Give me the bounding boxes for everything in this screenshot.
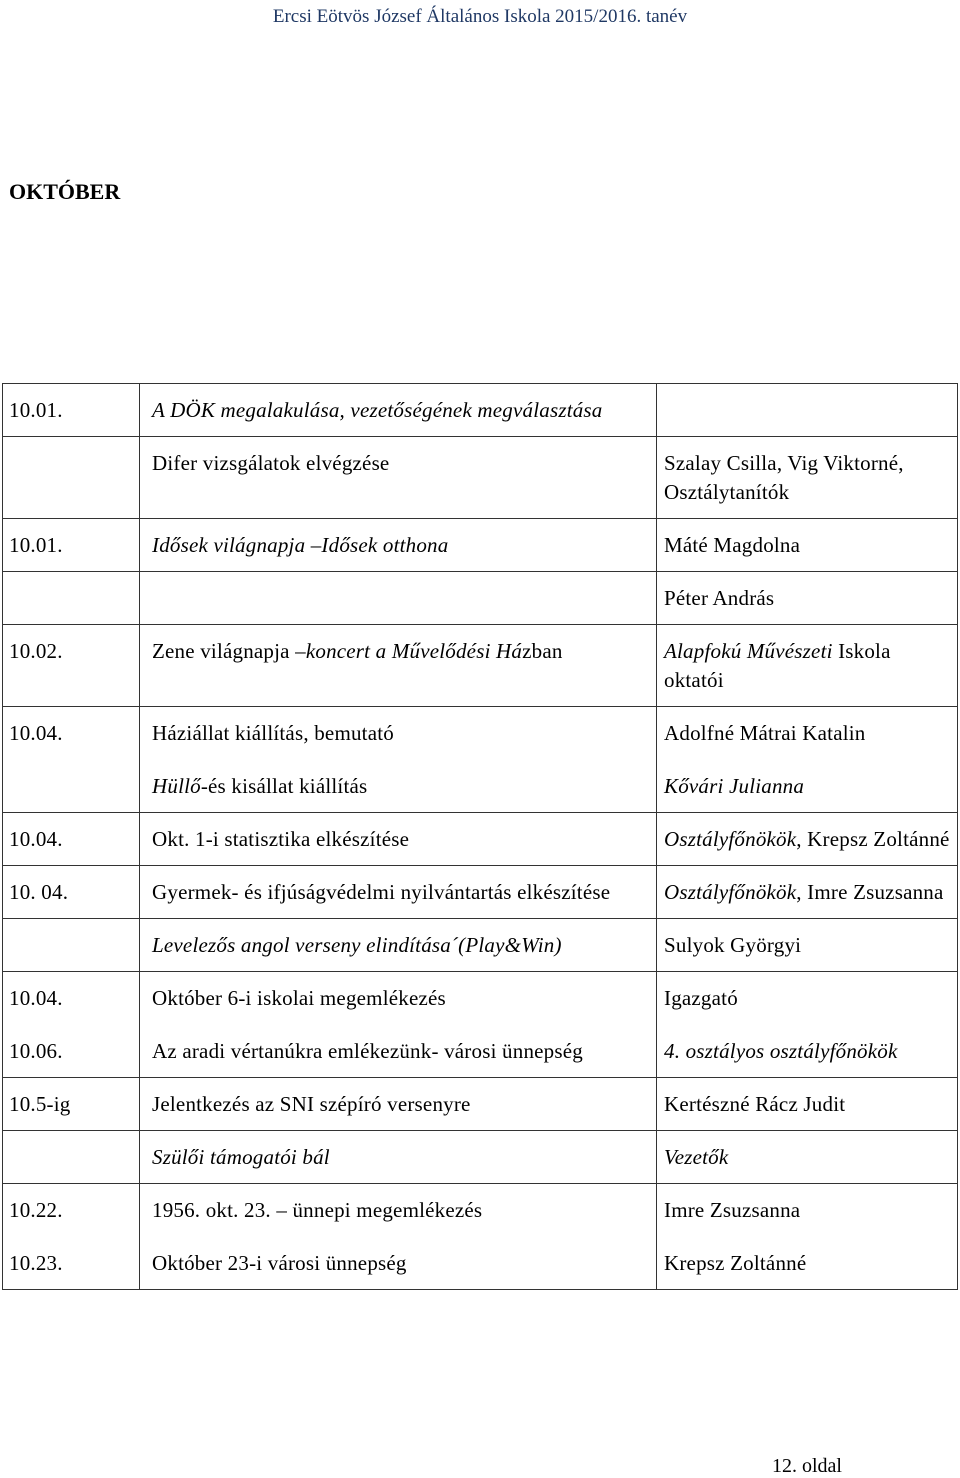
event-cell [140, 813, 657, 866]
date-cell-line: 10.01. [9, 398, 63, 422]
responsible-cell [657, 1184, 958, 1290]
responsible-cell [657, 437, 958, 519]
date-cell-line: 10. 04. [9, 880, 69, 904]
event-cell-text: A DÖK megalakulása, vezetőségének megválasztása [152, 398, 603, 422]
date-cell [3, 972, 140, 1078]
responsible-cell-text: Péter András [664, 586, 775, 610]
event-cell-line [152, 637, 652, 666]
event-cell [140, 437, 657, 519]
schedule-row [3, 384, 958, 437]
schedule-row [3, 625, 958, 707]
schedule-row [3, 919, 958, 972]
responsible-cell-line [664, 1196, 953, 1225]
responsible-cell [657, 866, 958, 919]
date-cell [3, 384, 140, 437]
schedule-row [3, 1078, 958, 1131]
responsible-cell-text: Adolfné Mátrai Katalin [664, 721, 866, 745]
schedule-row [3, 1131, 958, 1184]
event-cell-text: Jelentkezés az SNI szépíró versenyre [152, 1092, 471, 1116]
responsible-cell [657, 1131, 958, 1184]
schedule-row [3, 813, 958, 866]
event-cell [140, 1184, 657, 1290]
responsible-cell-line [664, 1249, 953, 1278]
event-cell-line [152, 984, 652, 1013]
responsible-cell-line [664, 984, 953, 1013]
date-cell [3, 572, 140, 625]
event-cell-text: Okt. 1-i statisztika elkészítése [152, 827, 410, 851]
event-cell-text: zban [522, 639, 563, 663]
schedule-row [3, 866, 958, 919]
schedule-row [3, 572, 958, 625]
responsible-cell-line [664, 449, 953, 507]
schedule-table [2, 383, 958, 1290]
responsible-cell [657, 707, 958, 813]
event-cell-text: Az aradi vértanúkra emlékezünk- városi ünnepség [152, 1039, 583, 1063]
responsible-cell-text: 4. osztályos osztályfőnökök [664, 1039, 898, 1063]
event-cell [140, 625, 657, 707]
month-title: OKTÓBER [9, 179, 121, 204]
date-cell [3, 519, 140, 572]
event-cell [140, 1131, 657, 1184]
responsible-cell-text: Szalay Csilla, Vig Viktorné, Osztálytanítók [664, 451, 904, 504]
responsible-cell [657, 572, 958, 625]
responsible-cell-text: Máté Magdolna [664, 533, 801, 557]
date-cell [3, 437, 140, 519]
responsible-cell-line [664, 931, 953, 960]
responsible-cell-text: Vezetők [664, 1145, 729, 1169]
responsible-cell-line [664, 719, 953, 748]
responsible-cell-text: Osztályfőnökök [664, 827, 797, 851]
date-cell [3, 1131, 140, 1184]
event-cell-text: Difer vizsgálatok elvégzése [152, 451, 390, 475]
schedule-row [3, 437, 958, 519]
event-cell-text: Hüllő [152, 774, 201, 798]
responsible-cell [657, 519, 958, 572]
responsible-cell-text: Igazgató [664, 986, 738, 1010]
event-cell-line [152, 772, 652, 801]
date-cell-line: 10.23. [9, 1251, 63, 1275]
schedule-row [3, 972, 958, 1078]
event-cell [140, 707, 657, 813]
date-cell-line: 10.04. [9, 827, 63, 851]
event-cell [140, 866, 657, 919]
document-header: Ercsi Eötvös József Általános Iskola 2015/2016. tanév [272, 6, 688, 27]
responsible-cell [657, 813, 958, 866]
responsible-cell-line [664, 772, 953, 801]
date-cell [3, 813, 140, 866]
date-cell [3, 1078, 140, 1131]
event-cell-text: 1956. okt. 23. – ünnepi megemlékezés [152, 1198, 483, 1222]
event-cell [140, 572, 657, 625]
date-cell [3, 919, 140, 972]
responsible-cell-text: , Imre Zsuzsanna [796, 880, 944, 904]
responsible-cell-text: Imre Zsuzsanna [664, 1198, 801, 1222]
event-cell-line [152, 1037, 652, 1066]
event-cell-line [152, 1143, 652, 1172]
event-cell-text: Október 23-i városi ünnepség [152, 1251, 407, 1275]
event-cell-line [152, 1196, 652, 1225]
responsible-cell-line [664, 825, 953, 854]
schedule-row [3, 519, 958, 572]
responsible-cell [657, 1078, 958, 1131]
date-cell [3, 625, 140, 707]
date-cell-line: 10.04. [9, 721, 63, 745]
responsible-cell-line [664, 584, 953, 613]
responsible-cell-text: Iskola oktatói [664, 639, 891, 692]
date-cell-line: 10.01. [9, 533, 63, 557]
responsible-cell-text: Krepsz Zoltánné [664, 1251, 807, 1275]
responsible-cell-text: Alapfokú Művészeti [664, 639, 833, 663]
responsible-cell [657, 919, 958, 972]
responsible-cell-text: Kővári Julianna [664, 774, 805, 798]
responsible-cell-text: Kertészné Rácz Judit [664, 1092, 846, 1116]
event-cell-line [152, 931, 652, 960]
event-cell-line [152, 825, 652, 854]
event-cell-line [152, 531, 652, 560]
date-cell-line: 10.04. [9, 986, 63, 1010]
event-cell-line [152, 1090, 652, 1119]
date-cell [3, 1184, 140, 1290]
event-cell [140, 384, 657, 437]
event-cell [140, 519, 657, 572]
responsible-cell-line [664, 1090, 953, 1119]
page-number: 12. oldal [772, 1455, 842, 1477]
event-cell-text: Szülői támogatói bál [152, 1145, 330, 1169]
responsible-cell-line [664, 637, 953, 695]
event-cell [140, 972, 657, 1078]
event-cell-text: Gyermek- és ifjúságvédelmi nyilvántartás elkészítése [152, 880, 611, 904]
date-cell-line: 10.5-ig [9, 1092, 71, 1116]
date-cell-line: 10.02. [9, 639, 63, 663]
responsible-cell-text: Osztályfőnökök [664, 880, 797, 904]
schedule-row [3, 1184, 958, 1290]
date-cell-line: 10.06. [9, 1039, 63, 1063]
responsible-cell [657, 384, 958, 437]
responsible-cell-line [664, 531, 953, 560]
event-cell-line [152, 878, 652, 907]
event-cell [140, 919, 657, 972]
event-cell [140, 1078, 657, 1131]
date-cell-line: 10.22. [9, 1198, 63, 1222]
event-cell-text: koncert a Művelődési Há [305, 639, 523, 663]
responsible-cell-text: Sulyok Györgyi [664, 933, 802, 957]
event-cell-line [152, 719, 652, 748]
responsible-cell-line [664, 878, 953, 907]
event-cell-text: Levelezős angol verseny elindítása´(Play&Win) [152, 933, 562, 957]
responsible-cell-line [664, 1037, 953, 1066]
event-cell-text: Idősek világnapja –Idősek otthona [152, 533, 449, 557]
responsible-cell-line [664, 1143, 953, 1172]
event-cell-text: Háziállat kiállítás, bemutató [152, 721, 394, 745]
event-cell-text: Zene világnapja – [152, 639, 306, 663]
responsible-cell [657, 625, 958, 707]
event-cell-text: Október 6-i iskolai megemlékezés [152, 986, 446, 1010]
event-cell-line [152, 1249, 652, 1278]
event-cell-line [152, 449, 652, 478]
date-cell [3, 707, 140, 813]
event-cell-line [152, 396, 652, 425]
event-cell-text: -és kisállat kiállítás [200, 774, 368, 798]
schedule-row [3, 707, 958, 813]
responsible-cell [657, 972, 958, 1078]
responsible-cell-text: , Krepsz Zoltánné [796, 827, 950, 851]
date-cell [3, 866, 140, 919]
